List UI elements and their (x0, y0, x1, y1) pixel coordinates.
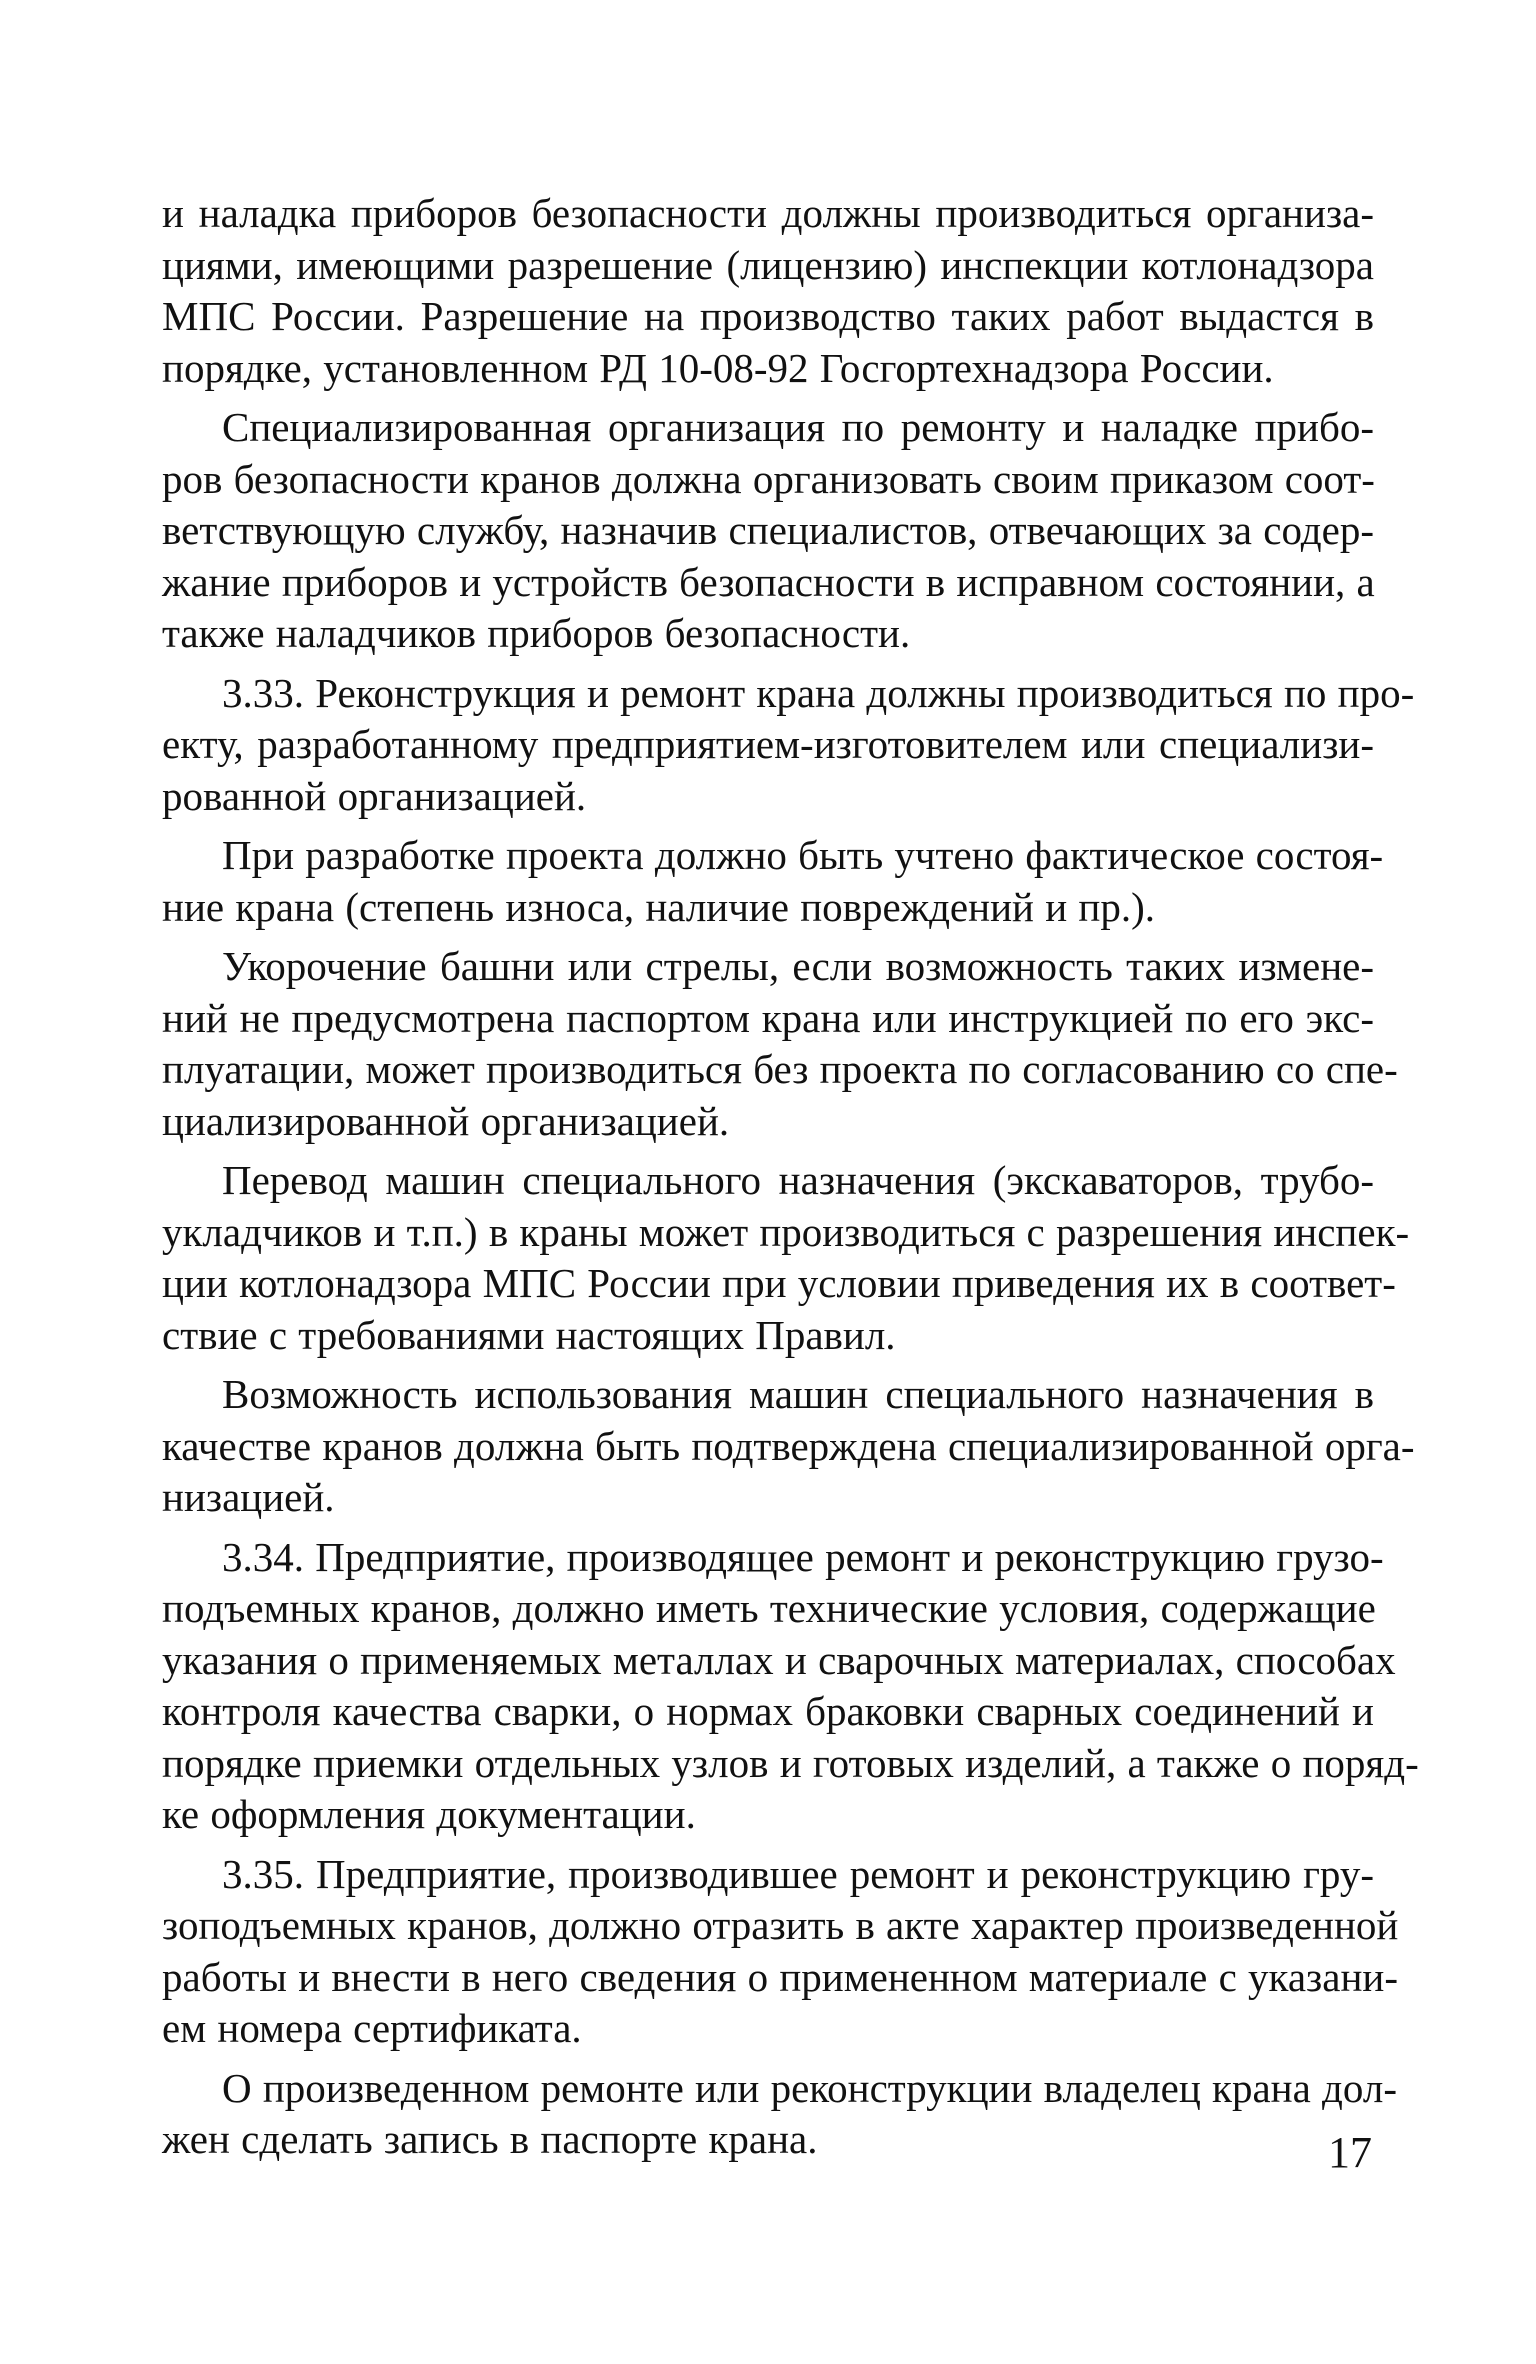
paragraph (162, 1369, 1415, 1524)
text-line: МПС России. Разрешение на производство таких работ выдастся в (162, 293, 1374, 339)
paragraph (162, 1155, 1410, 1361)
text-line: ции котлонадзора МПС России при условии приведения их в соответ- (162, 1260, 1396, 1306)
document-body (162, 188, 1419, 2174)
text-line: ствие с требованиями настоящих Правил. (162, 1311, 896, 1358)
text-line: порядке приемки отдельных узлов и готовых изделий, а также о поряд- (162, 1739, 1419, 1786)
text-line: также наладчиков приборов безопасности. (162, 610, 911, 656)
paragraph (162, 941, 1398, 1147)
text-line: При разработке проекта должно быть учтено фактическое состоя- (222, 832, 1384, 878)
text-line: Перевод машин специального назначения (экскаваторов, трубо- (222, 1157, 1374, 1203)
text-line: жание приборов и устройств безопасности в исправном состоянии, а (162, 558, 1375, 605)
text-line: качестве кранов должна быть подтверждена специализированной орга- (162, 1422, 1415, 1469)
text-line: 3.33. Реконструкция и ремонт крана должны производиться по про- (222, 669, 1415, 716)
text-line: циями, имеющими разрешение (лицензию) инспекции котлонадзора (162, 241, 1374, 288)
text-line: екту, разработанному предприятием-изготовителем или специализи- (162, 721, 1374, 767)
text-line: ров безопасности кранов должна организовать своим приказом соот- (162, 455, 1375, 502)
text-line: циализированной организацией. (162, 1097, 730, 1144)
text-line: ние крана (степень износа, наличие повреждений и пр.). (162, 883, 1155, 930)
text-line: и наладка приборов безопасности должны производиться организа- (162, 190, 1374, 236)
text-line: указания о применяемых металлах и сварочных материалах, способах (162, 1636, 1396, 1683)
text-line: зоподъемных кранов, должно отразить в акте характер произведенной (162, 1902, 1399, 1948)
paragraph (162, 1849, 1399, 2055)
text-line: рованной организацией. (162, 772, 587, 819)
paragraph (162, 668, 1415, 823)
text-line: жен сделать запись в паспорте крана. (162, 2116, 818, 2162)
text-line: 3.35. Предприятие, производившее ремонт и реконструкцию гру- (222, 1850, 1374, 1897)
paragraph (162, 2063, 1397, 2166)
text-line: ний не предусмотрена паспортом крана или инструкцией по его экс- (162, 994, 1374, 1041)
text-line: работы и внести в него сведения о примененном материале с указани- (162, 1953, 1398, 2000)
text-line: О произведенном ремонте или реконструкции владелец крана дол- (222, 2064, 1397, 2111)
text-line: ем номера сертификата. (162, 2005, 582, 2051)
text-line: контроля качества сварки, о нормах браковки сварных соединений и (162, 1688, 1374, 1734)
text-line: порядке, установленном РД 10-08-92 Госгортехнадзора России. (162, 344, 1274, 391)
text-line: подъемных кранов, должно иметь технические условия, содержащие (162, 1585, 1376, 1631)
text-line: ке оформления документации. (162, 1791, 696, 1837)
paragraph (162, 1532, 1419, 1841)
text-line: ветствующую службу, назначив специалистов, отвечающих за содер- (162, 507, 1374, 553)
paragraph (162, 188, 1374, 394)
text-line: укладчиков и т.п.) в краны может производиться с разрешения инспек- (162, 1208, 1410, 1255)
page-number: 17 (1328, 2128, 1372, 2177)
text-line: Возможность использования машин специального назначения в (222, 1371, 1374, 1417)
text-line: Специализированная организация по ремонту и наладке прибо- (222, 404, 1374, 450)
text-line: низацией. (162, 1474, 335, 1520)
text-line: Укорочение башни или стрелы, если возможность таких измене- (222, 943, 1374, 989)
text-line: плуатации, может производиться без проекта по согласованию со спе- (162, 1046, 1398, 1092)
paragraph (162, 402, 1374, 660)
paragraph (162, 830, 1384, 933)
text-line: 3.34. Предприятие, производящее ремонт и реконструкцию грузо- (222, 1533, 1384, 1580)
